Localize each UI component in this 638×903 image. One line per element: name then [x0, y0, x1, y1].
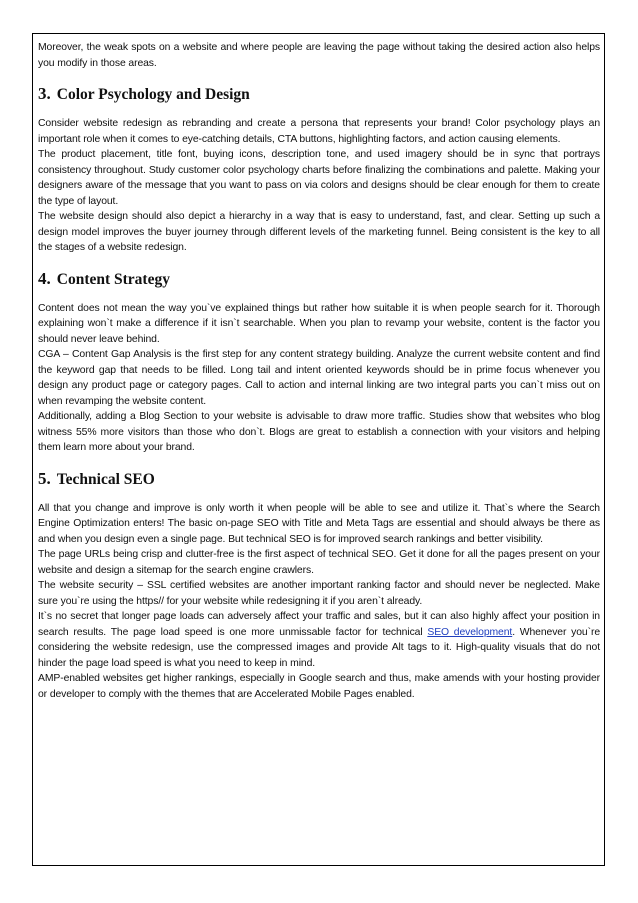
- section-heading-color-psychology: [38, 84, 600, 104]
- section-number: 4.: [38, 268, 51, 288]
- link-paragraph-after: . Whenever you`re considering the website redesign, use the compressed images and provide Alt tags to it. High-quality visuals that do not hinder the page load speed is what you need to keep in mind.: [38, 626, 600, 669]
- section-heading-content-strategy: [38, 269, 600, 289]
- paragraph: The page URLs being crisp and clutter-free is the first aspect of technical SEO. Get it done for all the pages present on your website and design a sitemap for the search engine crawlers.: [38, 549, 600, 576]
- intro-paragraph: Moreover, the weak spots on a website and where people are leaving the page without taking the desired action also helps you modify in those areas.: [38, 42, 600, 69]
- seo-development-link[interactable]: SEO development: [427, 626, 513, 638]
- section-title: Color Psychology and Design: [56, 86, 250, 103]
- section-number: 5.: [38, 468, 51, 488]
- link-paragraph-before: It`s no secret that longer page loads can adversely affect your traffic and sales, but it can also highly affect your position in search results. The page load speed is one more unmissable factor for technical: [38, 611, 600, 638]
- section-title: Technical SEO: [56, 470, 155, 488]
- paragraph: CGA – Content Gap Analysis is the first step for any content strategy building. Analyze the current website content and find the keyword gap that needs to be filled. Long tail and intent oriented keywords should be in prime focus whenever you design any product page or category pages. Call to action and internal linking are two integral parts you can`t miss out on when revamping the website content.: [38, 349, 600, 407]
- paragraph: The product placement, title font, buying icons, description tone, and used imagery should be in sync that portrays consistency throughout. Study customer color psychology charts before finalizing the combinations and palette. Making your designers aware of the message that you want to pass on via colors and designs should be clear enough for them to create the type of layout.: [38, 149, 600, 207]
- paragraph: All that you change and improve is only worth it when people will be able to see and utilize it. That`s where the Search Engine Optimization enters! The basic on-page SEO with Title and Meta Tags are essential and should always be there as and when you design even a single page. But technical SEO is for improved search rankings and better visibility.: [38, 502, 600, 545]
- paragraph: Consider website redesign as rebranding and create a persona that represents your brand! Color psychology plays an important role when it comes to eye-catching details, CTA buttons, highlighting factors, and action causing elements.: [38, 118, 600, 145]
- section-number: 3.: [38, 84, 51, 103]
- paragraph: The website security – SSL certified websites are another important ranking factor and should never be neglected. Make sure you`re using the https// for your website while redesigning it if you aren`t already.: [38, 580, 600, 607]
- paragraph: Additionally, adding a Blog Section to your website is advisable to draw more traffic. Studies show that websites who blog witness 55% more visitors than those who don`t. Blogs are great to establish a connection with your visitors and helping them learn more about your brand.: [38, 411, 600, 453]
- paragraph-with-link: [38, 609, 600, 671]
- section-heading-technical-seo: [38, 469, 600, 489]
- paragraph: AMP-enabled websites get higher rankings, especially in Google search and thus, make amends with your hosting provider or developer to comply with the themes that are Accelerated Mobile Pages enabled.: [38, 673, 600, 700]
- document-page: [32, 33, 605, 866]
- paragraph: The website design should also depict a hierarchy in a way that is easy to understand, fast, and clear. Setting up such a design model improves the buyer journey through different levels of the marketing funnel. Being consistent is the key to all the stages of a website redesign.: [38, 211, 600, 253]
- paragraph: Content does not mean the way you`ve explained things but rather how suitable it is when people search for it. Thorough explaining won`t make a difference if it isn`t searchable. When you plan to revamp your website, content is the factor you should never leave behind.: [38, 302, 600, 345]
- section-title: Content Strategy: [56, 270, 170, 288]
